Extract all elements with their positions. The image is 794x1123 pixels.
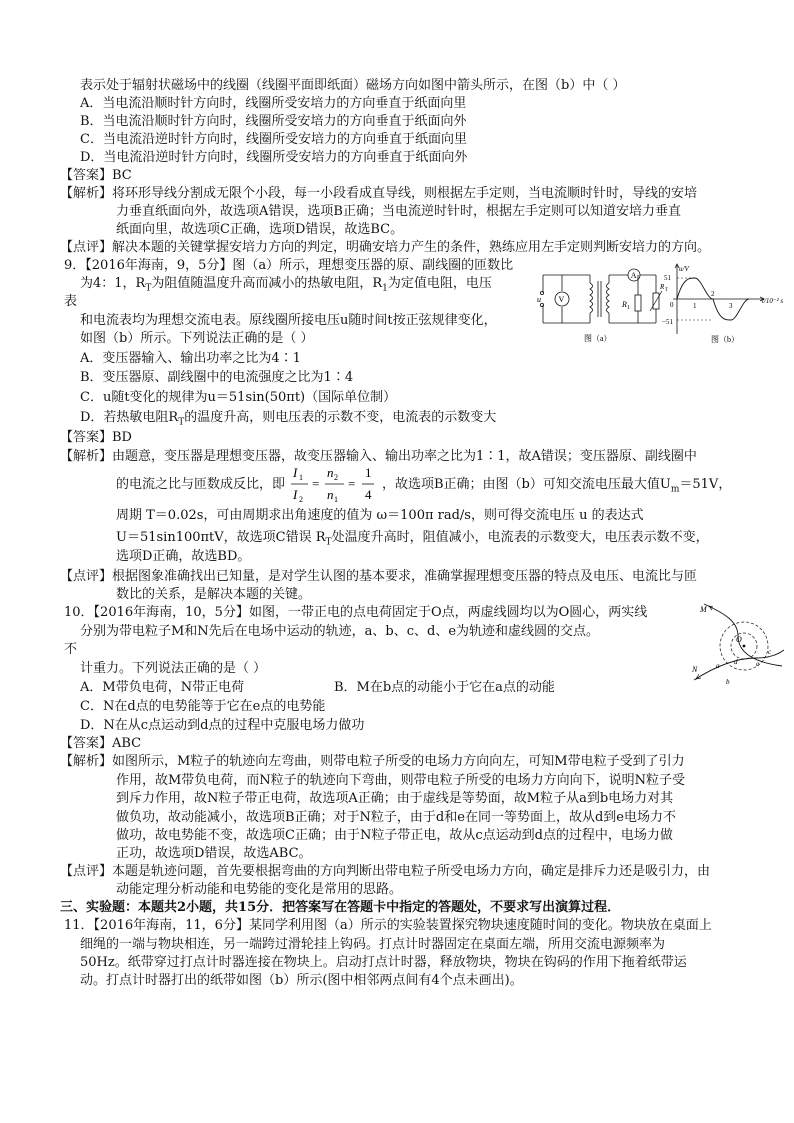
svg-text:N: N	[692, 665, 698, 674]
svg-text:I: I	[293, 487, 298, 502]
svg-text:c: c	[768, 648, 772, 656]
svg-text:u/V: u/V	[679, 265, 689, 273]
q11-stem-2: 细绳的一端与物块相连，另一端跨过滑轮挂上钩码。打点计时器固定在桌面左端，所用交流电源频率为	[80, 937, 666, 952]
q10-option-c: C．N在d点的电势能等于它在e点的电势能	[80, 699, 326, 714]
q10-stem-3: 不	[64, 642, 78, 657]
q10-stem-1: 10．【2016年海南，10，5分】如图，一带正电的点电荷固定于O点，两虚线圆均以为O圆心，两实线	[64, 605, 648, 620]
svg-text:R: R	[660, 283, 665, 291]
q10-comment-1: 【点评】本题是轨迹问题，首先要根据弯曲的方向判断出带电粒子所受电场力方向，确定是排斥力还是吸引力，由	[60, 864, 711, 879]
q9-analysis-4: U＝51sin100πtV，故选项C错误 $R_T$处温度升高时，阻值减小，电流表的示数变大，电压表示数不变，	[116, 530, 709, 548]
q10-analysis-5: 做功，故电势能不变，故选项C正确；由于N粒子带正电，故从c点运动到d点的过程中，电场力做	[116, 828, 673, 843]
q10-analysis-1: 【解析】如图所示，M粒子的轨迹向左弯曲，则带电粒子所受的电场力方向向左，可知M带电粒子受到了引力	[60, 754, 685, 769]
q9-analysis-5: 选项D正确，故选BD。	[116, 549, 251, 564]
svg-text:V: V	[558, 295, 565, 304]
q8-option-d: D．当电流沿逆时针方向时，线圈所受安培力的方向垂直于纸面向外	[80, 150, 468, 165]
svg-text:n: n	[327, 487, 334, 502]
svg-text:t/10⁻² s: t/10⁻² s	[762, 297, 784, 305]
svg-text:u: u	[537, 295, 541, 304]
q9-answer: 【答案】BD	[60, 430, 132, 445]
q9-stem-1: 9．【2016年海南，9，5分】图（a）所示，理想变压器的原、副线圈的匝数比	[64, 258, 514, 273]
svg-text:a: a	[716, 662, 720, 670]
q10-option-d: D．N在从c点运动到d点的过程中克服电场力做功	[80, 718, 365, 733]
svg-text:2: 2	[299, 495, 303, 504]
q9-comment-2: 数比的关系，是解决本题的关键。	[116, 587, 312, 602]
svg-text:2: 2	[334, 473, 338, 482]
svg-text:T: T	[665, 288, 669, 293]
svg-text:R: R	[622, 300, 627, 309]
q9-option-a: A．变压器输入、输出功率之比为4∶1	[80, 351, 301, 366]
q9-analysis-3: 周期 T＝0.02s，可由周期求出角速度的值为 ω＝100π rad/s，则可得交流电压 u 的表达式	[116, 508, 644, 523]
q9-stem-3: 表	[64, 294, 78, 309]
q9-comment-1: 【点评】根据图象准确找出已知量，是对学生认图的基本要求，准确掌握理想变压器的特点及电压、电流比与匝	[60, 569, 698, 584]
q10-figure	[686, 600, 786, 686]
svg-text:1: 1	[299, 473, 303, 482]
svg-text:M: M	[700, 605, 707, 614]
q10-comment-2: 动能定理分析动能和电势能的变化是常用的思路。	[116, 882, 403, 897]
q10-analysis-2: 作用，故M带负电荷，而N粒子的轨迹向下弯曲，则带电粒子所受的电场力方向向下，说明N粒子受	[116, 773, 686, 788]
q8-option-a: A．当电流沿顺时针方向时，线圈所受安培力的方向垂直于纸面向里	[80, 96, 467, 111]
svg-text:A: A	[630, 271, 637, 280]
svg-text:图（a）: 图（a）	[584, 334, 612, 343]
q9-figure-a	[538, 265, 668, 345]
svg-text:1: 1	[693, 302, 697, 310]
q10-stem-2: 分别为带电粒子M和N先后在电场中运动的轨迹，a、b、c、d、e为轨迹和虚线圆的交点。	[80, 624, 600, 639]
q10-analysis-4: 做负功，故动能减小，故选项B正确；对于N粒子，由于d和e在同一等势面上，故从d到e电场力不	[116, 810, 676, 825]
q9-figure-b	[663, 262, 791, 344]
q9-stem-4: 和电流表均为理想交流电表。原线圈所接电压u随时间t按正弦规律变化，	[80, 313, 497, 328]
svg-text:=: =	[312, 476, 320, 491]
q8-comment: 【点评】解决本题的关键掌握安培力方向的判定，明确安培力产生的条件，熟练应用左手定则判断安培力的方向。	[60, 240, 711, 255]
q9-option-b: B．变压器原、副线圈中的电流强度之比为1∶4	[80, 370, 354, 385]
q9-stem-2: 为4：1，$R_T$为阻值随温度升高而减小的热敏电阻，$R_1$为定值电阻，电压	[80, 276, 492, 294]
q10-option-a: A．M带负电荷，N带正电荷	[80, 680, 245, 695]
q9-analysis-1: 【解析】由题意，变压器是理想变压器，故变压器输入、输出功率之比为1∶1，故A错误；变压器原、副线圈中	[60, 449, 697, 464]
svg-text:O: O	[736, 635, 742, 644]
q10-option-b: B．M在b点的动能小于它在a点的动能	[334, 680, 555, 695]
q9-analysis-2b: ，故选项B正确；由图（b）可知交流电压最大值$U_m=51V$，	[382, 477, 732, 495]
svg-text:b: b	[726, 678, 730, 686]
svg-text:4: 4	[365, 487, 372, 502]
q8-analysis-1: 【解析】将环形导线分割成无限个小段，每一小段看成直导线，则根据左手定则，当电流顺时针时，导线的安培	[60, 186, 698, 201]
q11-stem-4: 动。打点计时器打出的纸带如图（b）所示(图中相邻两点间有4个点未画出)。	[80, 973, 523, 988]
svg-text:3: 3	[729, 302, 733, 310]
svg-text:1: 1	[365, 465, 372, 480]
q10-analysis-6: 正功，故选项D错误，故选ABC。	[116, 846, 312, 861]
section-3-heading: 三、实验题：本题共2小题，共15分．把答案写在答题卡中指定的答题处，不要求写出演算过程．	[60, 900, 621, 915]
q10-analysis-3: 到斥力作用，故N粒子带正电荷，故选项A正确；由于虚线是等势面，故M粒子从a到b电场力对其	[116, 791, 674, 806]
q10-stem-4: 计重力。下列说法正确的是（ ）	[80, 661, 267, 676]
q11-stem-3: 50Hz。纸带穿过打点计时器连接在物块上。启动打点计时器，释放物块，物块在钩码的作用下拖着纸带运	[80, 955, 687, 970]
svg-text:1: 1	[627, 305, 630, 311]
svg-text:e: e	[756, 660, 760, 668]
q9-option-d: D．若热敏电阻$R_T$的温度升高，则电压表的示数不变，电流表的示数变大	[80, 410, 497, 428]
q8-analysis-2: 力垂直纸面向外，故选项A错误，选项B正确；当电流逆时针时，根据左手定则可以知道安培力垂直	[116, 204, 681, 219]
q9-analysis-2a: 的电流之比与匝数成反比，即	[116, 477, 286, 492]
svg-text:d: d	[734, 658, 738, 666]
q8-answer: 【答案】BC	[60, 168, 132, 183]
svg-text:n: n	[327, 465, 334, 480]
q9-stem-5: 如图（b）所示。下列说法正确的是（ ）	[80, 331, 314, 346]
svg-text:0: 0	[670, 301, 674, 309]
q8-option-b: B．当电流沿顺时针方向时，线圈所受安培力的方向垂直于纸面向外	[80, 114, 467, 129]
q9-option-c: C．u随t变化的规律为u＝51sin(50πt)（国际单位制）	[80, 390, 397, 405]
svg-text:1: 1	[334, 495, 338, 504]
svg-text:−51: −51	[662, 318, 673, 326]
q8-option-c: C．当电流沿逆时针方向时，线圈所受安培力的方向垂直于纸面向里	[80, 132, 467, 147]
q11-stem-1: 11．【2016年海南，11，6分】某同学利用图（a）所示的实验装置探究物块速度随时间的变化。物块放在桌面上	[64, 918, 712, 933]
q10-answer: 【答案】ABC	[60, 736, 142, 751]
svg-text:=: =	[348, 476, 356, 491]
svg-text:I: I	[293, 465, 298, 480]
q8-analysis-3: 纸面向里，故选项C正确，选项D错误，故选BC。	[116, 222, 404, 237]
svg-text:图（b）: 图（b）	[711, 335, 739, 344]
q8-stem-tail: 表示处于辐射状磁场中的线圈（线圈平面即纸面）磁场方向如图中箭头所示，在图（b）中（ ）	[80, 78, 626, 93]
svg-text:2: 2	[711, 290, 715, 298]
svg-text:51: 51	[664, 274, 671, 282]
